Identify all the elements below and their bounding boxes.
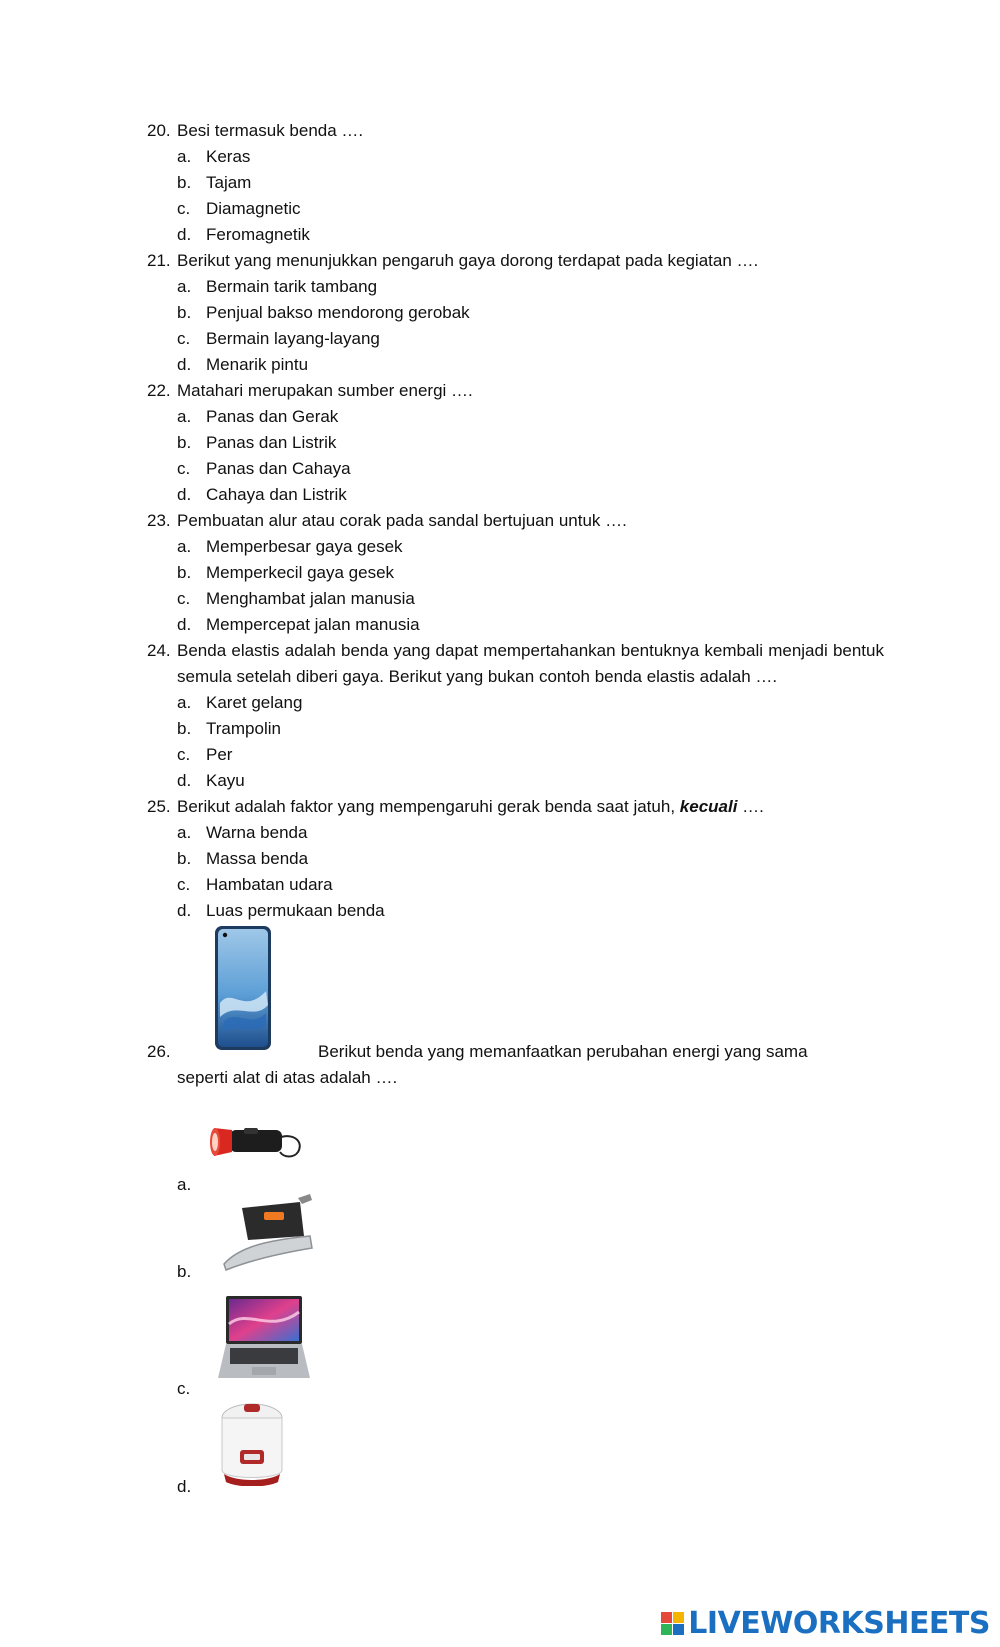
option-letter: a. bbox=[177, 823, 192, 842]
question-23 bbox=[147, 508, 884, 638]
smartphone-icon bbox=[214, 925, 272, 1051]
option-text: Tajam bbox=[206, 173, 252, 192]
option-text: Menghambat jalan manusia bbox=[206, 589, 415, 608]
option-b[interactable] bbox=[147, 846, 884, 872]
option-text: Bermain tarik tambang bbox=[206, 277, 378, 296]
question-22 bbox=[147, 378, 884, 508]
emphasis-text: kecuali bbox=[679, 797, 738, 816]
option-a[interactable] bbox=[147, 144, 884, 170]
question-21 bbox=[147, 248, 884, 378]
question-text: Benda elastis adalah benda yang dapat mempertahankan bentuknya kembali menjadi bentuk semula setelah diberi gaya. Berikut yang bukan contoh benda elastis adalah …. bbox=[177, 641, 884, 686]
liveworksheets-logo bbox=[661, 1606, 990, 1641]
question-24 bbox=[147, 638, 884, 794]
option-letter: b. bbox=[177, 433, 192, 452]
question-number: 25. bbox=[147, 797, 171, 816]
option-text: Panas dan Listrik bbox=[206, 433, 337, 452]
question-number: 24. bbox=[147, 641, 171, 660]
option-letter: b. bbox=[177, 719, 192, 738]
option-text: Memperbesar gaya gesek bbox=[206, 537, 403, 556]
option-letter: c. bbox=[177, 329, 191, 348]
question-text: Matahari merupakan sumber energi …. bbox=[177, 381, 473, 400]
option-b[interactable] bbox=[147, 430, 884, 456]
option-letter: a. bbox=[177, 1175, 192, 1194]
option-letter: d. bbox=[177, 771, 192, 790]
question-text: Berikut benda yang memanfaatkan perubahan energi yang sama bbox=[318, 1042, 808, 1061]
option-text: Feromagnetik bbox=[206, 225, 310, 244]
option-b[interactable] bbox=[147, 560, 884, 586]
option-d[interactable] bbox=[147, 352, 884, 378]
option-c[interactable] bbox=[147, 456, 884, 482]
option-d[interactable] bbox=[147, 482, 884, 508]
option-letter: c. bbox=[177, 199, 191, 218]
option-text: Kayu bbox=[206, 771, 245, 790]
option-letter: c. bbox=[177, 589, 191, 608]
option-text: Warna benda bbox=[206, 823, 308, 842]
laptop-icon bbox=[218, 1294, 310, 1382]
option-text: Diamagnetic bbox=[206, 199, 301, 218]
option-c[interactable] bbox=[147, 586, 884, 612]
option-text: Mempercepat jalan manusia bbox=[206, 615, 420, 634]
option-d[interactable] bbox=[147, 612, 884, 638]
option-d[interactable] bbox=[147, 222, 884, 248]
option-letter: b. bbox=[177, 563, 192, 582]
option-letter: d. bbox=[177, 1477, 192, 1496]
option-a[interactable] bbox=[147, 274, 884, 300]
option-d[interactable] bbox=[147, 898, 884, 924]
question-stem bbox=[147, 248, 884, 274]
option-letter: c. bbox=[177, 1379, 191, 1398]
option-text: Per bbox=[206, 745, 233, 764]
option-letter: c. bbox=[177, 745, 191, 764]
option-a[interactable] bbox=[147, 820, 884, 846]
option-a[interactable] bbox=[147, 690, 884, 716]
option-text: Keras bbox=[206, 147, 251, 166]
logo-mark bbox=[661, 1612, 684, 1635]
option-letter: d. bbox=[177, 485, 192, 504]
option-text: Cahaya dan Listrik bbox=[206, 485, 347, 504]
option-a[interactable] bbox=[147, 534, 884, 560]
option-letter: b. bbox=[177, 849, 192, 868]
option-letter: d. bbox=[177, 355, 192, 374]
question-text: Berikut adalah faktor yang mempengaruhi gerak benda saat jatuh, bbox=[177, 797, 676, 816]
option-text: Memperkecil gaya gesek bbox=[206, 563, 395, 582]
option-text: Trampolin bbox=[206, 719, 281, 738]
option-letter: a. bbox=[177, 537, 192, 556]
question-number: 26. bbox=[147, 1042, 171, 1061]
question-stem bbox=[147, 508, 884, 534]
question-number: 22. bbox=[147, 381, 171, 400]
question-text: Berikut yang menunjukkan pengaruh gaya dorong terdapat pada kegiatan …. bbox=[177, 251, 759, 270]
option-letter: c. bbox=[177, 459, 191, 478]
option-text: Menarik pintu bbox=[206, 355, 309, 374]
option-d[interactable] bbox=[147, 768, 884, 794]
question-text-line2: seperti alat di atas adalah …. bbox=[177, 1068, 398, 1087]
question-text: Pembuatan alur atau corak pada sandal bertujuan untuk …. bbox=[177, 511, 627, 530]
option-letter: d. bbox=[177, 901, 192, 920]
option-letter: b. bbox=[177, 1262, 192, 1281]
option-b[interactable] bbox=[147, 170, 884, 196]
question-number: 20. bbox=[147, 121, 171, 140]
option-text: Massa benda bbox=[206, 849, 309, 868]
option-c[interactable] bbox=[147, 196, 884, 222]
option-a[interactable] bbox=[147, 404, 884, 430]
option-c[interactable] bbox=[147, 742, 884, 768]
question-number: 23. bbox=[147, 511, 171, 530]
brand-text: LIVEWORKSHEETS bbox=[688, 1606, 990, 1641]
option-text: Panas dan Gerak bbox=[206, 407, 339, 426]
option-letter: c. bbox=[177, 875, 191, 894]
option-letter: d. bbox=[177, 225, 192, 244]
clothes-iron-icon bbox=[220, 1192, 318, 1272]
question-20 bbox=[147, 118, 884, 248]
option-b[interactable] bbox=[147, 300, 884, 326]
option-letter: a. bbox=[177, 407, 192, 426]
option-letter: b. bbox=[177, 173, 192, 192]
question-stem bbox=[147, 378, 884, 404]
option-text: Panas dan Cahaya bbox=[206, 459, 351, 478]
option-text: Bermain layang-layang bbox=[206, 329, 380, 348]
option-letter: d. bbox=[177, 615, 192, 634]
option-c[interactable] bbox=[147, 326, 884, 352]
option-text: Luas permukaan benda bbox=[206, 901, 385, 920]
option-letter: b. bbox=[177, 303, 192, 322]
option-text: Penjual bakso mendorong gerobak bbox=[206, 303, 470, 322]
question-25 bbox=[147, 794, 884, 924]
question-text-end: …. bbox=[742, 797, 764, 816]
option-text: Hambatan udara bbox=[206, 875, 333, 894]
question-text: Besi termasuk benda …. bbox=[177, 121, 364, 140]
option-c[interactable] bbox=[147, 872, 884, 898]
option-letter: a. bbox=[177, 277, 192, 296]
rice-cooker-icon bbox=[216, 1400, 288, 1486]
question-stem bbox=[147, 794, 884, 820]
question-stem bbox=[147, 118, 884, 144]
flashlight-icon bbox=[208, 1118, 308, 1166]
option-b[interactable] bbox=[147, 716, 884, 742]
question-number: 21. bbox=[147, 251, 171, 270]
option-letter: a. bbox=[177, 693, 192, 712]
question-stem bbox=[147, 638, 884, 690]
option-text: Karet gelang bbox=[206, 693, 303, 712]
option-letter: a. bbox=[177, 147, 192, 166]
